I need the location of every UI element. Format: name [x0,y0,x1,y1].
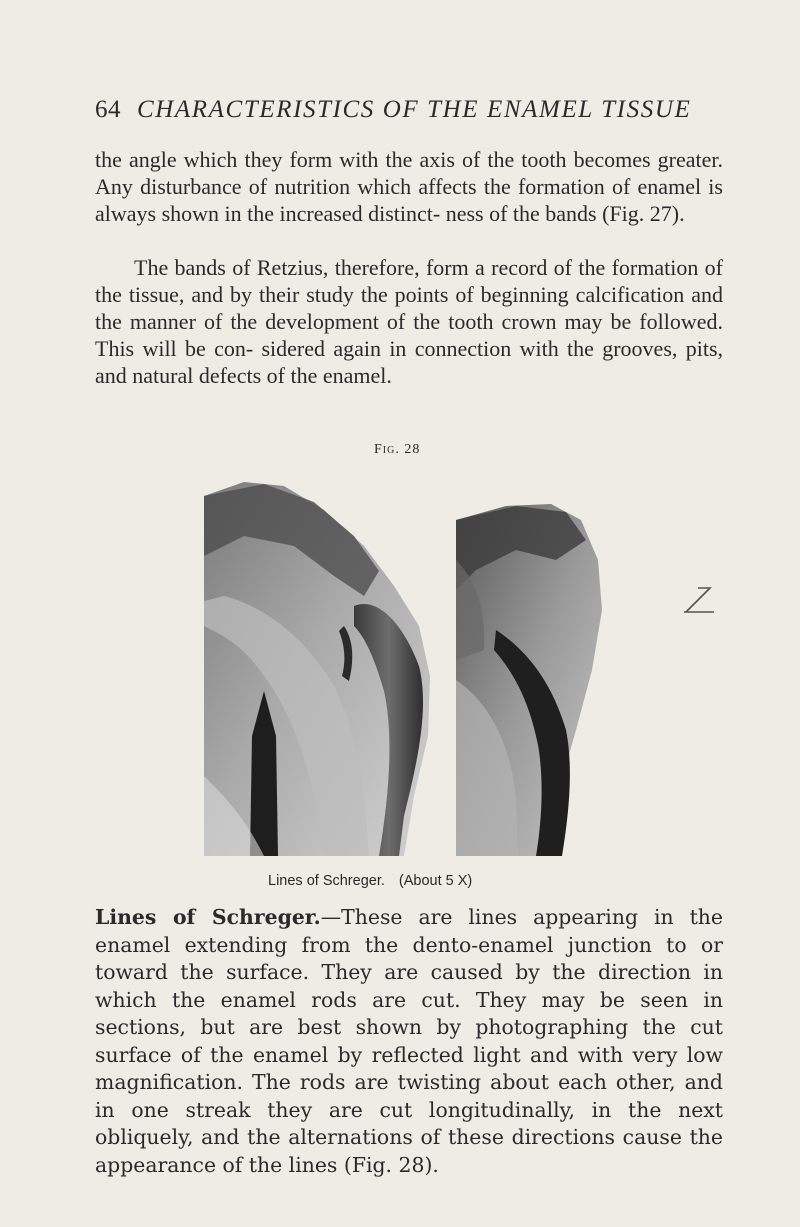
figure-label: Fig. 28 [374,442,421,457]
page-number: 64 [95,96,121,123]
figure-caption [268,873,472,889]
enamel-section-photo-right [456,500,606,856]
paragraph-continued: the angle which they form with the axis of the tooth becomes greater. Any disturbance of nutrition which affects the formation of enamel is always shown in the increased distinct- ness of the bands (Fig. 27). [95,147,723,226]
caption-title: Lines of Schreger. [268,873,385,889]
pencil-mark-icon [680,582,720,616]
running-title: CHARACTERISTICS OF THE ENAMEL TISSUE [137,96,692,123]
paragraph-retzius: The bands of Retzius, therefore, form a record of the formation of the tissue, and by their study the points of beginning calcification and the manner of the development of the tooth crown may be followed. This will be con- sidered again in connection with the grooves, pits, and natural defects of the enamel. [95,255,723,388]
running-header [95,96,715,124]
paragraph-schreger [95,904,723,1179]
section-body: —These are lines appearing in the enamel extending from the dento-enamel junction to or toward the surface. They are caused by the direction in which the enamel rods are cut. They may be seen in sections, but are best shown by photographing the cut surface of the enamel by reflected light and with very low magnification. The rods are twisting about each other, and in one streak they are cut longitudinally, in the next obliquely, and the alternations of these directions cause the appearance of the lines (Fig. 28). [95,905,723,1177]
section-lead: Lines of Schreger. [95,905,321,929]
enamel-section-photo-left [204,476,434,856]
caption-scale: (About 5 X) [398,873,473,889]
